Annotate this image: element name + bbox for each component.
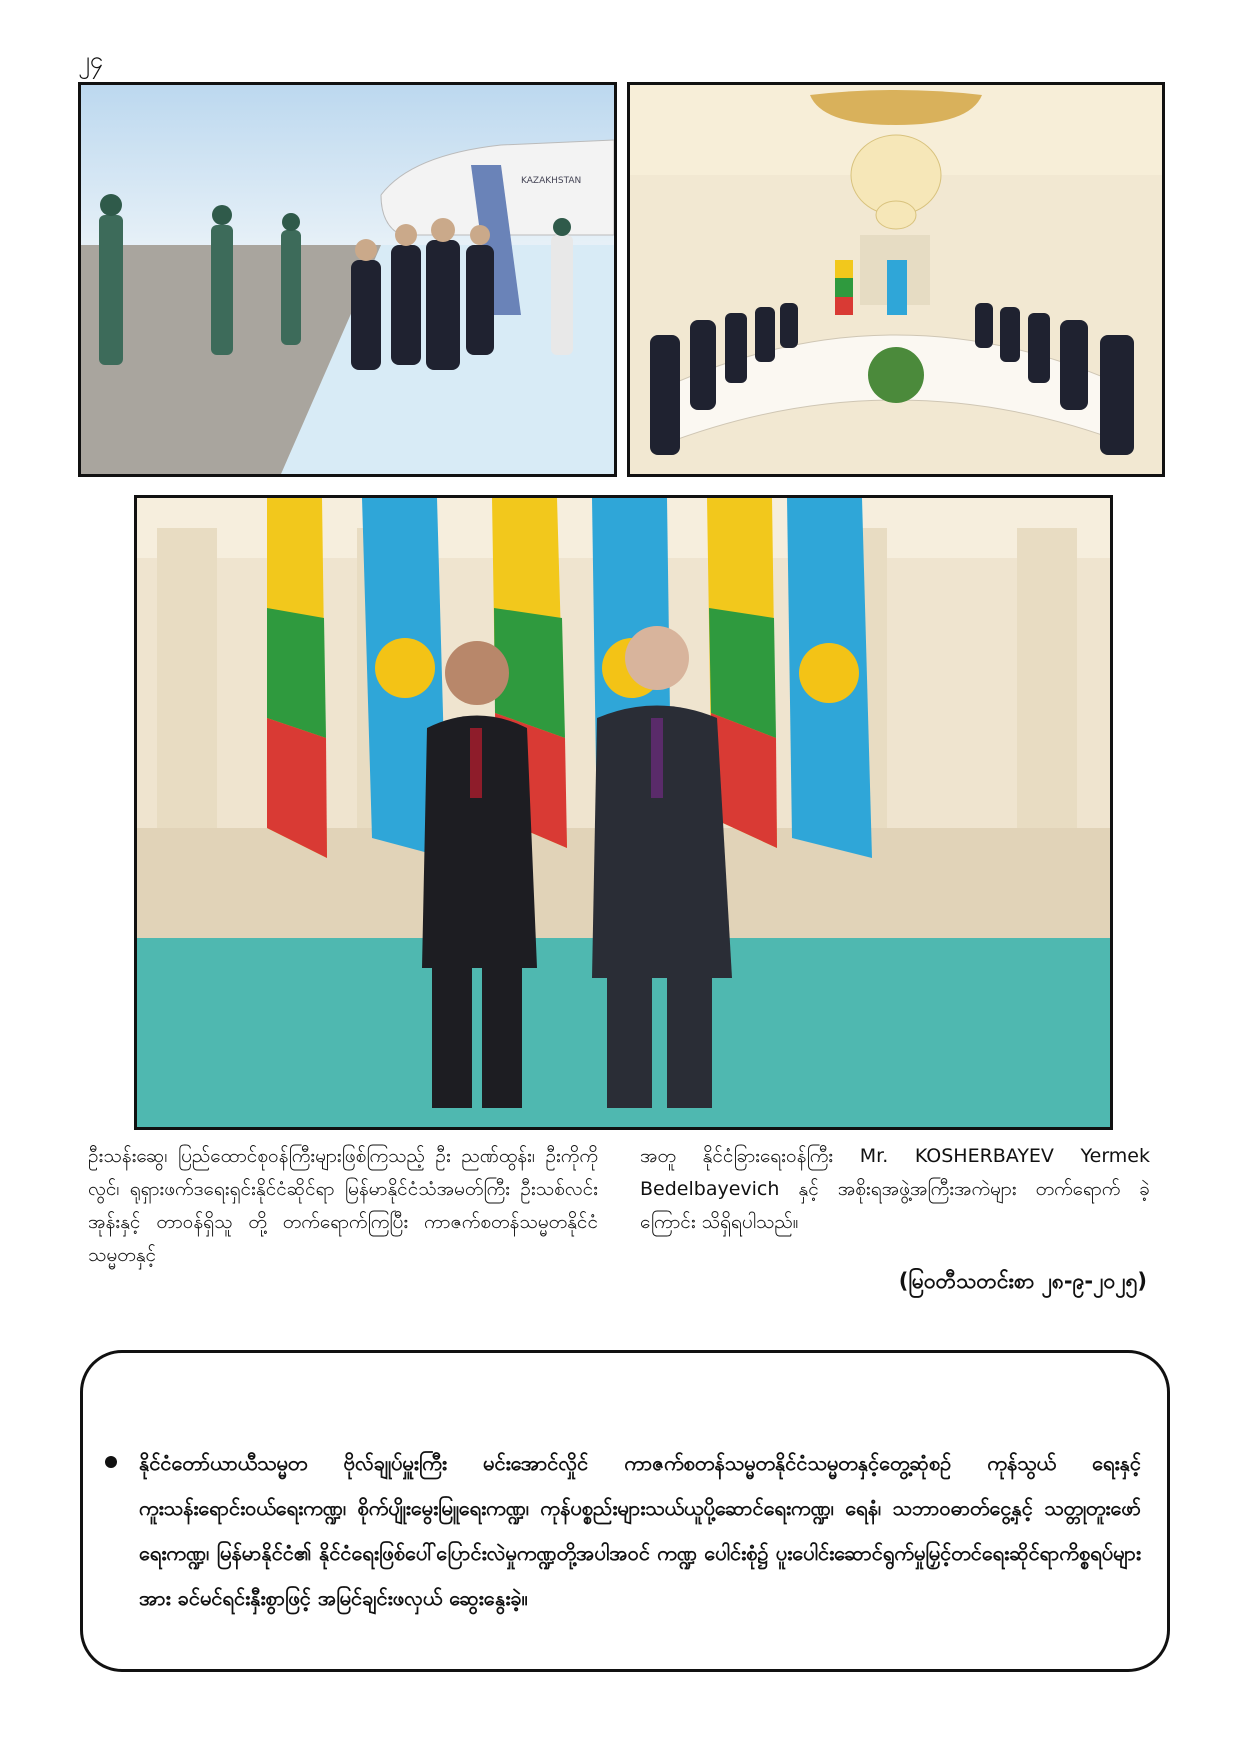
summary-bullet-text: နိုင်ငံတော်ယာယီသမ္မတ ဗိုလ်ချုပ်မှူးကြီး မင်းအောင်လှိုင် ကာဇက်စတန်သမ္မတနိုင်ငံသမ္မတနှင့်တွေ့ဆုံစဉ် ကုန်သွယ် ရေးနှင့်ကူးသန်းရောင်းဝယ်ရေးကဏ္ဍ၊ စိုက်ပျိုးမွေးမြူရေးကဏ္ဍ၊ ကုန်ပစ္စည်းများသယ်ယူပို့ဆောင်ရေးကဏ္ဍ၊ ရေနံ၊ သဘာဝဓာတ်ငွေ့နှင့် သတ္တုတူးဖော်ရေးကဏ္ဍ၊ မြန်မာနိုင်ငံ၏ နိုင်ငံရေးဖြစ်ပေါ်ပြောင်းလဲမှုကဏ္ဍတို့အပါအဝင် ကဏ္ဍ ပေါင်းစုံ၌ ပူးပေါင်းဆောင်ရွက်မှုမြှင့်တင်ရေးဆိုင်ရာကိစ္စရပ်များအား ခင်မင်ရင်းနှီးစွာဖြင့် အမြင်ချင်းဖလှယ် ဆွေးနွေးခဲ့။ [139,1451,1141,1610]
flower-arrangement [868,347,924,403]
page-number: ၂၄ [78,46,104,74]
source-citation: (မြဝတီသတင်းစာ ၂၈-၉-၂၀၂၅) [898,1269,1147,1293]
myanmar-flag-1 [267,498,327,858]
article-right-column: အတူ နိုင်ငံခြားရေးဝန်ကြီး Mr. KOSHERBAYEV Yermek Bedelbayevich နှင့် အစိုးရအဖွဲ့အကြီးအကဲများ တက်ရောက် ခဲ့ကြောင်း သိရှိရပါသည်။ [640,1145,1150,1233]
arrival-photo [78,82,617,477]
summary-bullet [105,1441,1141,1621]
bullet-dot-icon [105,1456,117,1468]
meeting-photo [627,82,1165,477]
aircraft-text: KAZAKHSTAN [521,176,582,186]
article-left-column: ဦးသန်းဆွေ၊ ပြည်ထောင်စုဝန်ကြီးများဖြစ်ကြသည့် ဦး ညဏ်ထွန်း၊ ဦးကိုကိုလွင်၊ ရုရှားဖက်ဒရေးရှင်းနိုင်ငံဆိုင်ရာ မြန်မာနိုင်ငံသံအမတ်ကြီး ဦးသစ်လင်းအုန်းနှင့် တာဝန်ရှိသူ တို့ တက်ရောက်ကြပြီး ကာဇက်စတန်သမ္မတနိုင်ငံသမ္မတနှင့် [88,1145,598,1266]
summary-box [80,1350,1170,1672]
handshake-photo [134,495,1113,1130]
kazakhstan-flag-3 [787,498,872,858]
kz-flag [887,260,907,315]
